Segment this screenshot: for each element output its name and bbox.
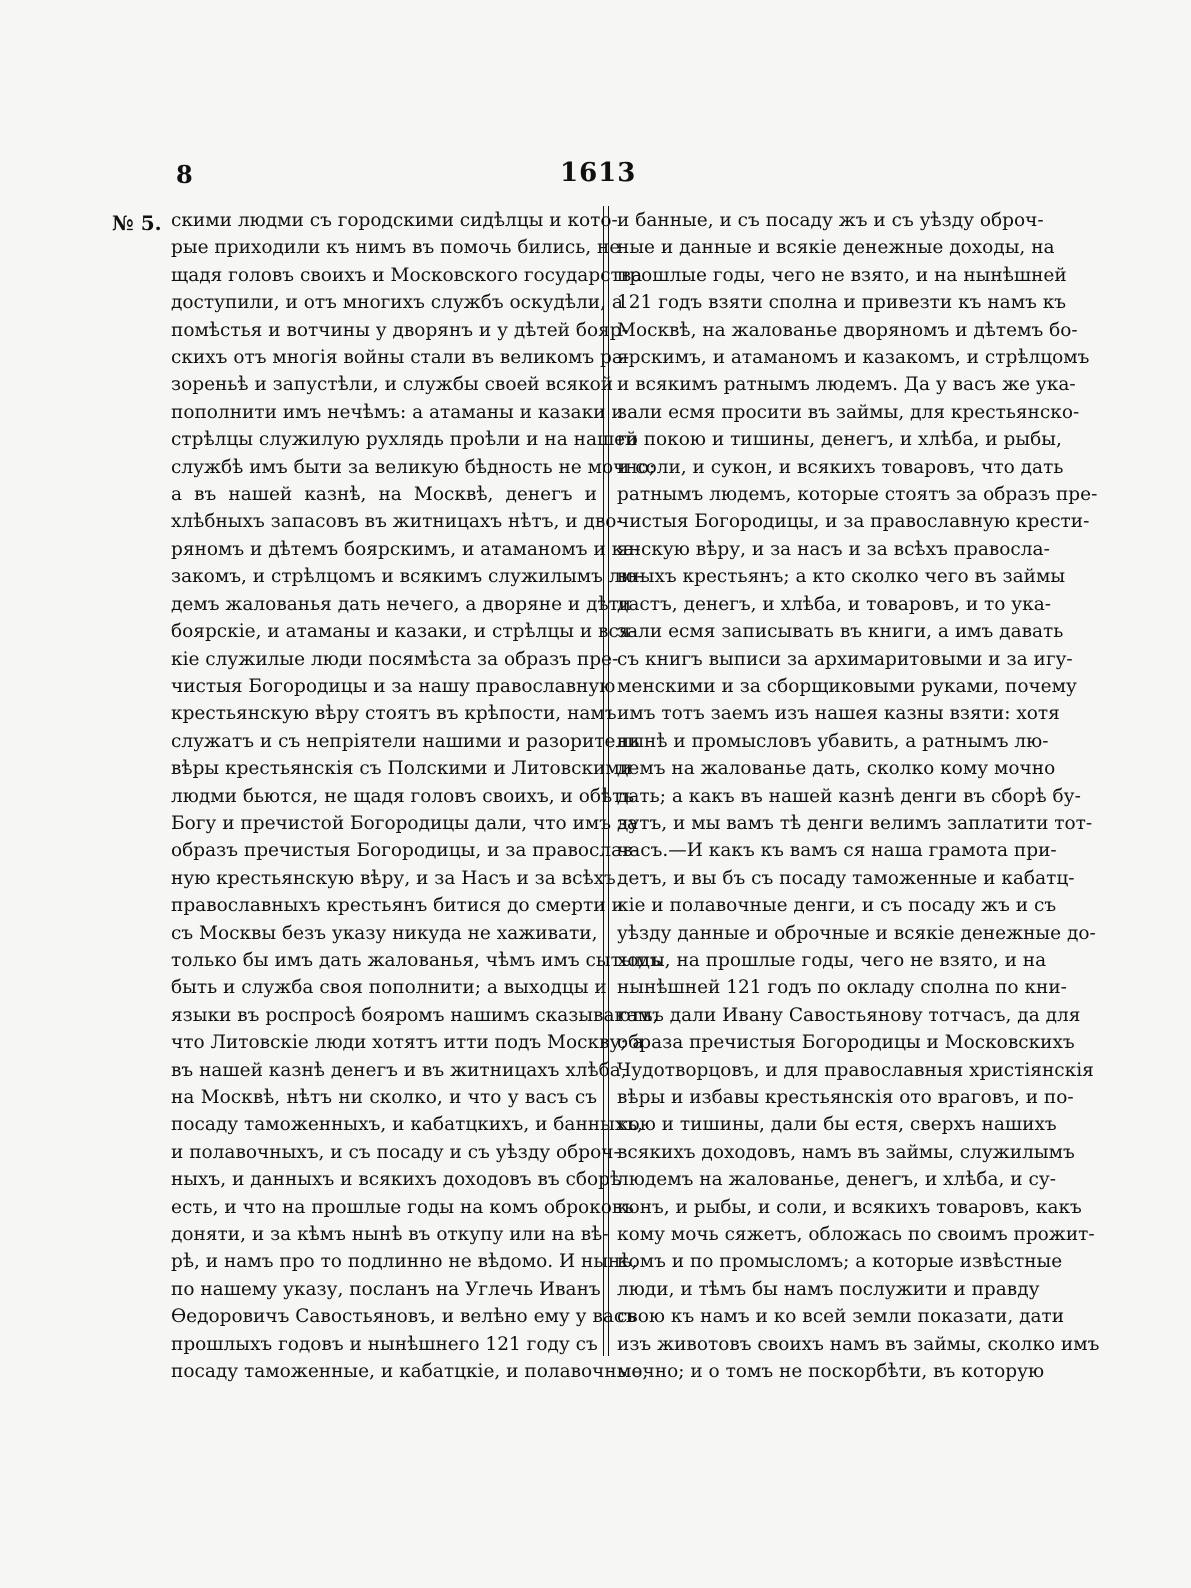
text-line: службѣ имъ быти за великую бѣдность не мочно; — [171, 456, 656, 478]
text-line: и всякимъ ратнымъ людемъ. Да у васъ же ука- — [617, 374, 1076, 396]
text-line: скихъ отъ многія войны стали въ великомъ ра- — [171, 347, 630, 369]
text-line: кіе и полавочные денги, и съ посаду жъ и съ — [617, 895, 1057, 917]
text-line: рые приходили къ нимъ въ помочь бились, не — [171, 237, 621, 259]
text-line: ярскимъ, и атаманомъ и казакомъ, и стрѣлцомъ — [617, 347, 1090, 369]
text-line: людми бьются, не щадя головъ своихъ, и обѣтъ — [171, 785, 635, 807]
text-line: языки въ роспросѣ бояромъ нашимъ сказываютъ, — [171, 1004, 659, 1026]
text-line: что Литовскіе люди хотятъ итти подъ Москву; а — [171, 1032, 644, 1054]
text-line: по нашему указу, посланъ на Углечь Иванъ — [171, 1278, 601, 1300]
text-line: кому мочь сяжетъ, обложась по своимъ прожит- — [617, 1224, 1095, 1246]
text-line: кіе служилые люди посямѣста за образъ пре- — [171, 648, 619, 670]
text-line: вныхъ крестьянъ; а кто сколко чего въ займы — [617, 566, 1066, 588]
text-line: вѣры и избавы крестьянскія ото враговъ, и по- — [617, 1087, 1074, 1108]
text-line: всякихъ доходовъ, намъ въ займы, служилымъ — [617, 1141, 1075, 1163]
text-line: 121 годъ взяти сполна и привезти къ намъ къ — [617, 292, 1067, 314]
text-line: скими людми съ городскими сидѣлцы и кото- — [171, 210, 618, 231]
column-divider-rule — [608, 206, 609, 1356]
text-line: ную крестьянскую вѣру, и за Насъ и за всѣхъ — [171, 867, 616, 889]
text-line: помѣстья и вотчины у дворянъ и у дѣтей бояр- — [171, 319, 628, 341]
text-line: на Москвѣ, нѣтъ ни сколко, и что у васъ съ — [171, 1087, 597, 1108]
text-line: хлѣбныхъ запасовъ въ житницахъ нѣтъ, и дво- — [171, 511, 623, 533]
text-line: образа пречистыя Богородицы и Московскихъ — [617, 1032, 1075, 1054]
text-line: имъ тотъ заемъ изъ нашея казны взяти: хотя — [617, 703, 1060, 725]
text-line: демъ жалованья дать нечего, а дворяне и дѣти — [171, 593, 632, 615]
text-line: зореньѣ и запустѣли, и службы своей всякой — [171, 374, 614, 396]
text-line: есть, и что на прошлые годы на комъ оброковъ — [171, 1196, 635, 1218]
text-line: Чудотворцовъ, и для православныя христіянскія — [617, 1059, 1094, 1081]
text-line: вѣры крестьянскія съ Полскими и Литовскими — [171, 758, 633, 780]
text-line: ходы, на прошлые годы, чего не взято, и на — [617, 949, 1047, 971]
text-line: чистыя Богородицы и за нашу православную — [171, 675, 616, 697]
text-line: демъ на жалованье дать, сколко кому мочно — [617, 758, 1056, 780]
text-line: служатъ и съ непріятели нашими и разорители — [171, 730, 640, 752]
text-line: изъ животовъ своихъ намъ въ займы, сколко имъ — [617, 1333, 1100, 1355]
text-line: доняти, и за кѣмъ нынѣ въ откупу или на вѣ- — [171, 1224, 609, 1246]
text-line: и банные, и съ посаду жъ и съ уѣзду оброч- — [617, 210, 1044, 231]
text-line: прошлыхъ годовъ и нынѣшнего 121 году съ — [171, 1333, 598, 1355]
text-line: Богу и пречистой Богородицы дали, что имъ за — [171, 812, 639, 834]
text-line: ныхъ, и данныхъ и всякихъ доходовъ въ сборѣ — [171, 1169, 622, 1191]
text-line: детъ, и вы бъ съ посаду таможенные и кабатц- — [617, 867, 1075, 889]
text-line: въ нашей казнѣ денегъ и въ житницахъ хлѣба, — [171, 1059, 627, 1081]
text-line: Ѳедоровичъ Савостьяновъ, и велѣно ему у васъ — [171, 1306, 637, 1328]
text-line: нынѣшней 121 годъ по окладу сполна по кни- — [617, 977, 1067, 999]
text-line: боярскіе, и атаманы и казаки, и стрѣлцы и вся- — [171, 621, 637, 643]
text-line: образъ пречистыя Богородицы, и за православ- — [171, 840, 639, 862]
left-text-column — [171, 207, 662, 1385]
text-line: ные и данные и всякіе денежные доходы, на — [617, 237, 1055, 259]
page-year-heading: 1613 — [560, 158, 637, 188]
text-line: дать; а какъ въ нашей казнѣ денги въ сборѣ бу- — [617, 785, 1081, 807]
text-line: Москвѣ, на жалованье дворяномъ и дѣтемъ бо- — [617, 319, 1078, 341]
text-line: щадя головъ своихъ и Московского государства — [171, 264, 643, 286]
text-line: крестьянскую вѣру стоятъ въ крѣпости, намъ — [171, 703, 617, 725]
text-line: дастъ, денегъ, и хлѣба, и товаровъ, и то ука- — [617, 593, 1052, 615]
text-line: зали есмя записывать въ книги, а имъ давать — [617, 621, 1064, 643]
text-line: а въ нашей казнѣ, на Москвѣ, денегъ и — [171, 484, 597, 506]
text-line: свою къ намъ и ко всей земли показати, дати — [617, 1306, 1065, 1328]
text-line: закомъ, и стрѣлцомъ и всякимъ служилымъ лю- — [171, 566, 643, 588]
text-line: нынѣ и промысловъ убавить, а ратнымъ лю- — [617, 730, 1049, 752]
text-line: посаду таможенные, и кабатцкіе, и полавочные, — [171, 1361, 649, 1383]
text-line: мочно; и о томъ не поскорбѣти, въ которую — [617, 1361, 1045, 1383]
text-line: людемъ на жалованье, денегъ, и хлѣба, и су- — [617, 1169, 1057, 1191]
text-line: православныхъ крестьянъ битися до смерти и — [171, 895, 624, 917]
text-line: кою и тишины, дали бы естя, сверхъ нашихъ — [617, 1114, 1057, 1136]
text-line: конъ, и рыбы, и соли, и всякихъ товаровъ, какъ — [617, 1196, 1082, 1218]
text-line: люди, и тѣмъ бы намъ послужити и правду — [617, 1278, 1040, 1300]
text-line: ряномъ и дѣтемъ боярскимъ, и атаманомъ и ка- — [171, 538, 641, 560]
text-line: и соли, и сукон, и всякихъ товаровъ, что дать — [617, 456, 1064, 478]
text-line: ратнымъ людемъ, которые стоятъ за образъ пре- — [617, 484, 1098, 506]
text-line: рѣ, и намъ про то подлинно не вѣдомо. И нынѣ, — [171, 1251, 638, 1273]
text-line: съ Москвы безъ указу никуда не хаживати, — [171, 922, 598, 944]
column-divider-rule — [603, 206, 604, 1356]
text-line: съ книгъ выписи за архимаритовыми и за игу- — [617, 648, 1073, 670]
text-line: янскую вѣру, и за насъ и за всѣхъ правосла- — [617, 538, 1050, 560]
text-line: го покою и тишины, денегъ, и хлѣба, и рыбы, — [617, 429, 1062, 451]
text-line: дутъ, и мы вамъ тѣ денги велимъ заплатити тот- — [617, 812, 1093, 834]
text-line: зали есмя просити въ займы, для крестьянско- — [617, 401, 1080, 423]
text-line: доступили, и отъ многихъ службъ оскудѣли, а — [171, 292, 623, 314]
text-line: уѣзду данные и оброчные и всякіе денежные до- — [617, 922, 1096, 944]
text-line: менскими и за сборщиковыми руками, почему — [617, 675, 1077, 697]
text-line: быть и служба своя пополнити; а выходцы и — [171, 977, 607, 999]
text-line: гамъ дали Ивану Савостьянову тотчасъ, да для — [617, 1004, 1081, 1026]
text-line: и полавочныхъ, и съ посаду и съ уѣзду оброч- — [171, 1141, 620, 1163]
page-number: 8 — [176, 160, 193, 189]
text-line: только бы имъ дать жалованья, чѣмъ имъ сытымъ — [171, 949, 662, 971]
text-line: комъ и по промысломъ; а которые извѣстные — [617, 1251, 1063, 1273]
text-line: посаду таможенныхъ, и кабатцкихъ, и банныхъ, — [171, 1114, 643, 1136]
text-line: чистыя Богородицы, и за православную крести- — [617, 511, 1090, 533]
text-line: часъ.—И какъ къ вамъ ся наша грамота при- — [617, 840, 1057, 862]
text-line: пополнити имъ нечѣмъ: а атаманы и казаки и — [171, 401, 624, 423]
right-text-column — [617, 207, 1100, 1385]
document-number: № 5. — [112, 211, 162, 235]
text-line: прошлые годы, чего не взято, и на нынѣшней — [617, 264, 1067, 286]
text-line: стрѣлцы служилую рухлядь проѣли и на нашей — [171, 429, 638, 451]
